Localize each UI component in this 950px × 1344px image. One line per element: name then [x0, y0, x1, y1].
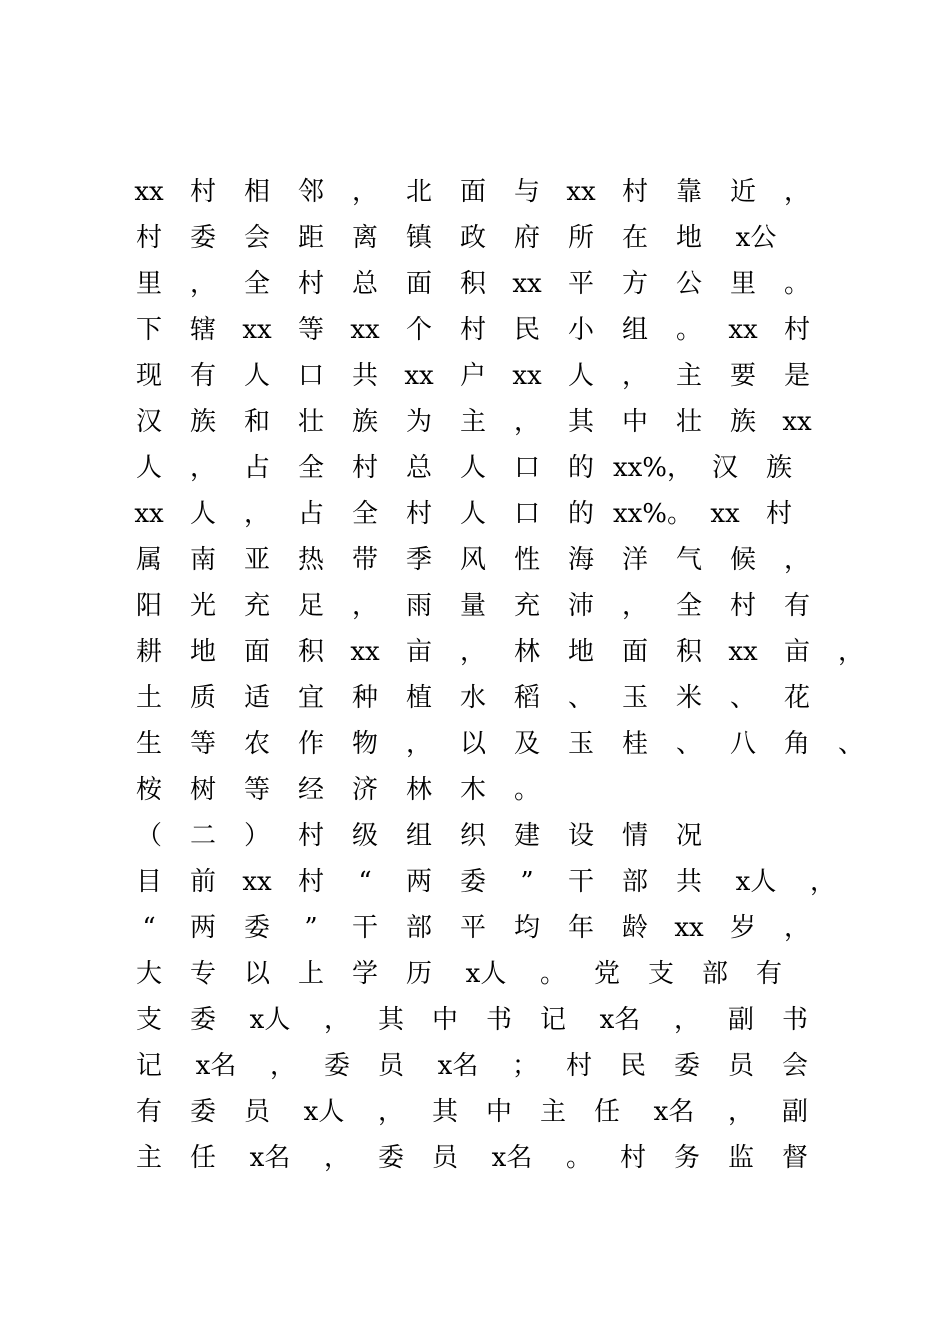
- token: 年: [567, 913, 594, 943]
- token: 占: [243, 453, 270, 483]
- token: 学: [351, 959, 378, 989]
- token: 在: [621, 223, 648, 253]
- token: 口: [513, 453, 540, 483]
- token: 。: [565, 1143, 592, 1173]
- token: xx: [512, 269, 542, 299]
- token: xx: [350, 315, 380, 345]
- token: 木: [459, 775, 486, 805]
- token: 全: [243, 269, 270, 299]
- token: 主: [675, 361, 702, 391]
- token: xx: [134, 499, 164, 529]
- line-22: [122, 1138, 822, 1178]
- token: ”: [520, 867, 534, 897]
- token: 海: [567, 545, 594, 575]
- token: 靠: [675, 177, 702, 207]
- token: 全: [297, 453, 324, 483]
- token: 面: [621, 637, 648, 667]
- token: 米: [675, 683, 702, 713]
- token: 阳: [135, 591, 162, 621]
- token: 及: [513, 729, 540, 759]
- token: ；: [511, 1051, 538, 1081]
- token: ，: [673, 1005, 700, 1035]
- token: 人: [459, 453, 486, 483]
- token: 雨: [405, 591, 432, 621]
- token: 员: [431, 1143, 458, 1173]
- token: 人: [189, 499, 216, 529]
- token: 建: [513, 821, 540, 851]
- token: 沛: [567, 591, 594, 621]
- token: 玉: [567, 729, 594, 759]
- token: 农: [243, 729, 270, 759]
- token: x人: [249, 1005, 291, 1035]
- token: ，: [621, 361, 648, 391]
- token: 级: [351, 821, 378, 851]
- token: 面: [243, 637, 270, 667]
- token: 专: [189, 959, 216, 989]
- token: 情: [621, 821, 648, 851]
- token: 书: [485, 1005, 512, 1035]
- token: 村: [621, 177, 648, 207]
- token: 有: [189, 361, 216, 391]
- token: 宜: [297, 683, 324, 713]
- token: 里: [135, 269, 162, 299]
- token: 植: [405, 683, 432, 713]
- token: 口: [513, 499, 540, 529]
- token: ，: [783, 177, 810, 207]
- token: （: [135, 821, 162, 851]
- token: 邻: [297, 177, 324, 207]
- token: 户: [459, 361, 486, 391]
- token: 充: [243, 591, 270, 621]
- token: 适: [243, 683, 270, 713]
- token: xx: [242, 867, 272, 897]
- token: 会: [781, 1051, 808, 1081]
- token: 府: [513, 223, 540, 253]
- line-15-heading: [122, 816, 716, 856]
- token: 务: [673, 1143, 700, 1173]
- token: 方: [621, 269, 648, 299]
- token: 员: [243, 1097, 270, 1127]
- token: 充: [513, 591, 540, 621]
- token: 平: [459, 913, 486, 943]
- token: 近: [729, 177, 756, 207]
- token: ，: [351, 591, 378, 621]
- token: 中: [431, 1005, 458, 1035]
- token: 龄: [621, 913, 648, 943]
- line-19: [122, 1000, 822, 1040]
- token: 村: [405, 499, 432, 529]
- token: 况: [675, 821, 702, 851]
- token: x名: [195, 1051, 237, 1081]
- token: xx: [710, 499, 740, 529]
- token: 员: [377, 1051, 404, 1081]
- token: 委: [189, 1097, 216, 1127]
- token: 亩: [783, 637, 810, 667]
- token: 的: [567, 453, 594, 483]
- token: xx: [782, 407, 812, 437]
- token: 光: [189, 591, 216, 621]
- line-16: [122, 862, 850, 902]
- token: 设: [567, 821, 594, 851]
- token: 带: [351, 545, 378, 575]
- token: x人: [735, 867, 777, 897]
- token: 委: [673, 1051, 700, 1081]
- token: 书: [781, 1005, 808, 1035]
- token: 人: [135, 453, 162, 483]
- token: 两: [189, 913, 216, 943]
- token: 大: [135, 959, 162, 989]
- token: 村: [297, 269, 324, 299]
- token: 记: [539, 1005, 566, 1035]
- token: 平: [567, 269, 594, 299]
- token: 委: [189, 223, 216, 253]
- line-05: [122, 356, 824, 396]
- token: 其: [567, 407, 594, 437]
- token: 。: [513, 775, 540, 805]
- token: 镇: [405, 223, 432, 253]
- token: 村: [135, 223, 162, 253]
- token: 要: [729, 361, 756, 391]
- token: 面: [405, 269, 432, 299]
- token: ，: [783, 913, 810, 943]
- line-02: [122, 218, 796, 258]
- token: 汉: [711, 453, 738, 483]
- token: 其: [431, 1097, 458, 1127]
- line-21: [122, 1092, 822, 1132]
- token: 目: [135, 867, 162, 897]
- token: 中: [621, 407, 648, 437]
- line-14: [122, 770, 554, 810]
- token: 里: [729, 269, 756, 299]
- token: xx: [728, 315, 758, 345]
- token: 委: [323, 1051, 350, 1081]
- token: 委: [377, 1143, 404, 1173]
- token: 经: [297, 775, 324, 805]
- token: 辖: [189, 315, 216, 345]
- token: 族: [729, 407, 756, 437]
- token: 候: [729, 545, 756, 575]
- token: ，: [783, 545, 810, 575]
- token: 、: [567, 683, 594, 713]
- token: 历: [405, 959, 432, 989]
- token: 地: [567, 637, 594, 667]
- token: ，: [323, 1143, 350, 1173]
- token: 占: [297, 499, 324, 529]
- token: 村: [565, 1051, 592, 1081]
- token: 记: [135, 1051, 162, 1081]
- token: 积: [459, 269, 486, 299]
- line-01: [122, 172, 824, 212]
- token: 、: [837, 729, 864, 759]
- token: 量: [459, 591, 486, 621]
- token: 亩: [405, 637, 432, 667]
- token: 、: [729, 683, 756, 713]
- token: 南: [189, 545, 216, 575]
- token: 委: [243, 913, 270, 943]
- token: 族: [351, 407, 378, 437]
- line-11: [122, 632, 878, 672]
- token: xx: [242, 315, 272, 345]
- token: ”: [304, 913, 318, 943]
- token: 相: [243, 177, 270, 207]
- token: 壮: [297, 407, 324, 437]
- token: 水: [459, 683, 486, 713]
- token: 村: [783, 315, 810, 345]
- line-13: [122, 724, 878, 764]
- token: 督: [781, 1143, 808, 1173]
- token: 积: [675, 637, 702, 667]
- token: x人: [465, 959, 507, 989]
- token: 等: [243, 775, 270, 805]
- token: 村: [351, 453, 378, 483]
- token: 稻: [513, 683, 540, 713]
- token: 会: [243, 223, 270, 253]
- token: ，: [513, 407, 540, 437]
- token: 物: [351, 729, 378, 759]
- token: “: [142, 913, 156, 943]
- line-10: [122, 586, 824, 626]
- token: 岁: [729, 913, 756, 943]
- token: xx%。: [612, 499, 694, 529]
- token: ，: [189, 269, 216, 299]
- token: 、: [675, 729, 702, 759]
- token: ，: [269, 1051, 296, 1081]
- token: 上: [297, 959, 324, 989]
- token: 员: [727, 1051, 754, 1081]
- token: 足: [297, 591, 324, 621]
- token: 地: [675, 223, 702, 253]
- token: 桉: [135, 775, 162, 805]
- token: ，: [837, 637, 864, 667]
- token: 距: [297, 223, 324, 253]
- token: 是: [783, 361, 810, 391]
- token: 汉: [135, 407, 162, 437]
- token: 组: [405, 821, 432, 851]
- token: 民: [619, 1051, 646, 1081]
- token: 北: [405, 177, 432, 207]
- token: 主: [135, 1143, 162, 1173]
- token: 部: [621, 867, 648, 897]
- token: 公: [675, 269, 702, 299]
- token: x名: [249, 1143, 291, 1173]
- token: 壮: [675, 407, 702, 437]
- token: 总: [351, 269, 378, 299]
- token: xx: [350, 637, 380, 667]
- token: 其: [377, 1005, 404, 1035]
- token: ，: [459, 637, 486, 667]
- token: 干: [567, 867, 594, 897]
- token: 等: [189, 729, 216, 759]
- token: 等: [297, 315, 324, 345]
- token: 民: [513, 315, 540, 345]
- token: 支: [647, 959, 674, 989]
- token: 种: [351, 683, 378, 713]
- token: 党: [593, 959, 620, 989]
- token: 和: [243, 407, 270, 437]
- token: 济: [351, 775, 378, 805]
- token: 作: [297, 729, 324, 759]
- token: ，: [189, 453, 216, 483]
- token: 有: [135, 1097, 162, 1127]
- token: xx: [404, 361, 434, 391]
- token: 组: [621, 315, 648, 345]
- token: 二: [189, 821, 216, 851]
- token: 性: [513, 545, 540, 575]
- token: 全: [351, 499, 378, 529]
- token: ，: [405, 729, 432, 759]
- token: 村: [297, 821, 324, 851]
- token: 前: [189, 867, 216, 897]
- token: 主: [539, 1097, 566, 1127]
- token: xx: [512, 361, 542, 391]
- token: 总: [405, 453, 432, 483]
- line-17: [122, 908, 824, 948]
- line-06: [122, 402, 824, 442]
- token: 政: [459, 223, 486, 253]
- token: 亚: [243, 545, 270, 575]
- token: 现: [135, 361, 162, 391]
- token: 两: [405, 867, 432, 897]
- token: 热: [297, 545, 324, 575]
- token: 村: [189, 177, 216, 207]
- token: 有: [783, 591, 810, 621]
- token: xx: [134, 177, 164, 207]
- token: ，: [809, 867, 836, 897]
- token: 以: [243, 959, 270, 989]
- token: 干: [351, 913, 378, 943]
- token: 任: [189, 1143, 216, 1173]
- token: 族: [189, 407, 216, 437]
- token: 林: [405, 775, 432, 805]
- token: 以: [459, 729, 486, 759]
- token: ，: [621, 591, 648, 621]
- token: 的: [567, 499, 594, 529]
- token: 小: [567, 315, 594, 345]
- token: 。: [783, 269, 810, 299]
- token: x公: [735, 223, 777, 253]
- token: 与: [513, 177, 540, 207]
- token: 任: [593, 1097, 620, 1127]
- line-09: [122, 540, 824, 580]
- token: 花: [783, 683, 810, 713]
- token: ）: [243, 821, 270, 851]
- token: 人: [459, 499, 486, 529]
- token: 季: [405, 545, 432, 575]
- token: 生: [135, 729, 162, 759]
- line-03: [122, 264, 824, 304]
- token: 玉: [621, 683, 648, 713]
- token: x名: [599, 1005, 641, 1035]
- token: 共: [351, 361, 378, 391]
- token: 副: [727, 1005, 754, 1035]
- line-20: [122, 1046, 822, 1086]
- token: 中: [485, 1097, 512, 1127]
- token: 角: [783, 729, 810, 759]
- line-12: [122, 678, 824, 718]
- token: 村: [619, 1143, 646, 1173]
- token: 支: [135, 1005, 162, 1035]
- token: 气: [675, 545, 702, 575]
- token: 部: [405, 913, 432, 943]
- token: 地: [189, 637, 216, 667]
- token: 委: [189, 1005, 216, 1035]
- token: 。: [675, 315, 702, 345]
- token: 。: [539, 959, 566, 989]
- token: xx: [674, 913, 704, 943]
- token: xx: [566, 177, 596, 207]
- token: 八: [729, 729, 756, 759]
- token: 主: [459, 407, 486, 437]
- token: 面: [459, 177, 486, 207]
- token: x名: [653, 1097, 695, 1127]
- token: 洋: [621, 545, 648, 575]
- line-18: [122, 954, 796, 994]
- token: 共: [675, 867, 702, 897]
- token: 全: [675, 591, 702, 621]
- token: ，: [377, 1097, 404, 1127]
- token: 村: [765, 499, 792, 529]
- token: 积: [297, 637, 324, 667]
- token: 个: [405, 315, 432, 345]
- token: 质: [189, 683, 216, 713]
- token: xx: [728, 637, 758, 667]
- token: 副: [781, 1097, 808, 1127]
- token: 耕: [135, 637, 162, 667]
- line-08: [122, 494, 806, 534]
- token: x名: [491, 1143, 533, 1173]
- token: 村: [729, 591, 756, 621]
- token: xx%，: [612, 453, 694, 483]
- token: x名: [437, 1051, 479, 1081]
- token: 村: [297, 867, 324, 897]
- token: “: [358, 867, 372, 897]
- line-04: [122, 310, 824, 350]
- token: 属: [135, 545, 162, 575]
- token: 口: [297, 361, 324, 391]
- token: ，: [351, 177, 378, 207]
- token: 离: [351, 223, 378, 253]
- token: 织: [459, 821, 486, 851]
- token: 村: [459, 315, 486, 345]
- token: 人: [567, 361, 594, 391]
- token: 族: [765, 453, 792, 483]
- token: 有: [755, 959, 782, 989]
- token: 桂: [621, 729, 648, 759]
- token: 均: [513, 913, 540, 943]
- token: 部: [701, 959, 728, 989]
- token: 监: [727, 1143, 754, 1173]
- token: 树: [189, 775, 216, 805]
- token: x人: [303, 1097, 345, 1127]
- token: 所: [567, 223, 594, 253]
- token: 人: [243, 361, 270, 391]
- token: 风: [459, 545, 486, 575]
- line-07: [122, 448, 806, 488]
- token: 委: [459, 867, 486, 897]
- token: ，: [727, 1097, 754, 1127]
- token: 土: [135, 683, 162, 713]
- token: 为: [405, 407, 432, 437]
- token: ，: [323, 1005, 350, 1035]
- token: ，: [243, 499, 270, 529]
- token: 林: [513, 637, 540, 667]
- token: 下: [135, 315, 162, 345]
